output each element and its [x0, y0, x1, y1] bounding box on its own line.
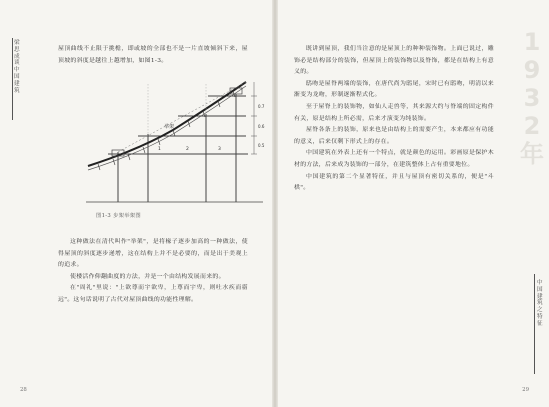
- figure-label-c: 3: [218, 147, 221, 152]
- running-head-left: 梁思成谈中国建筑: [14, 40, 20, 94]
- paragraph: 使楼活作仰翻曲度的方法，并是一个由结构发展而来的。: [70, 273, 225, 280]
- figure-label-a: 1: [158, 147, 161, 152]
- paragraph: 在"周礼"里说："上欲尊而宇欲卑，上尊而宇卑，则吐水疾而霤远"。这句话说明了古代对屋顶曲线的功能性理解。: [58, 285, 248, 303]
- paragraph: 既讲到屋顶，我们当注意的是屋顶上的种种装饰物。上面已说过，雕饰必是结构部分的装饰，但屋顶上的装饰物以及脊饰，都是在结构上有意义的。: [294, 46, 494, 76]
- running-head-rule: [12, 38, 13, 120]
- right-page: [276, 0, 549, 407]
- paragraph: 中国建筑的第二个显著特征，并且与屋顶有密切关系的，便是"斗栱"。: [294, 173, 494, 192]
- figure-label-e: 0.6: [258, 124, 265, 129]
- figure-caption: 图1-3 步架举架图: [96, 213, 141, 219]
- figure-label-f: 0.5: [258, 143, 265, 148]
- page-number-left: 28: [20, 387, 27, 393]
- roof-section-figure: [78, 74, 268, 206]
- figure-label-b: 2: [186, 147, 189, 152]
- paragraph: 鸱吻是屋脊两端的装饰，在唐代尚为鸱尾，宋时已有鸱吻，明清以来渐变为龙吻，形制逐渐程式化。: [294, 80, 494, 99]
- paragraph-top: 屋顶曲线不止限于挑檐，即或坡的全部也不是一片直坡倾斜下来，屋顶坡的斜度是越往上越增加，如图1-3。: [58, 46, 248, 64]
- left-page: [0, 0, 274, 407]
- figure-label-d: 0.7: [258, 104, 265, 109]
- right-page-body: [294, 44, 494, 195]
- paragraph: 至于屋脊上的装饰物，如仙人走兽等，其来源大约与脊端的固定构件有关，原是结构上所必需，后来才演变为纯装饰。: [294, 103, 494, 122]
- paragraph-bottom: [58, 237, 248, 307]
- paragraph: 屋脊各条上的装饰，原来也是由结构上的需要产生，本来都应有功能的意义，后来仅剩下形式上的存在。: [294, 127, 494, 145]
- year-watermark: 1932年: [520, 28, 544, 168]
- running-head-right: 中国建筑之特征: [537, 280, 543, 327]
- paragraph: 这种做法在清代叫作"举架"，是将椽子逐步加高的一种做法，使得屋顶的斜度逐步递增，这在结构上并不是必要的，而是出于美观上的追求。: [58, 239, 248, 269]
- running-head-rule: [534, 274, 535, 374]
- paragraph: 中国建筑在外表上还有一个特点，就是颜色的运用。彩画原是保护木材的方法，后来成为装饰的一部分，在建筑整体上占有重要地位。: [294, 150, 494, 168]
- figure-label-g: 举架: [164, 124, 175, 130]
- page-number-right: 29: [522, 387, 529, 393]
- roof-section-drawing: [78, 74, 268, 206]
